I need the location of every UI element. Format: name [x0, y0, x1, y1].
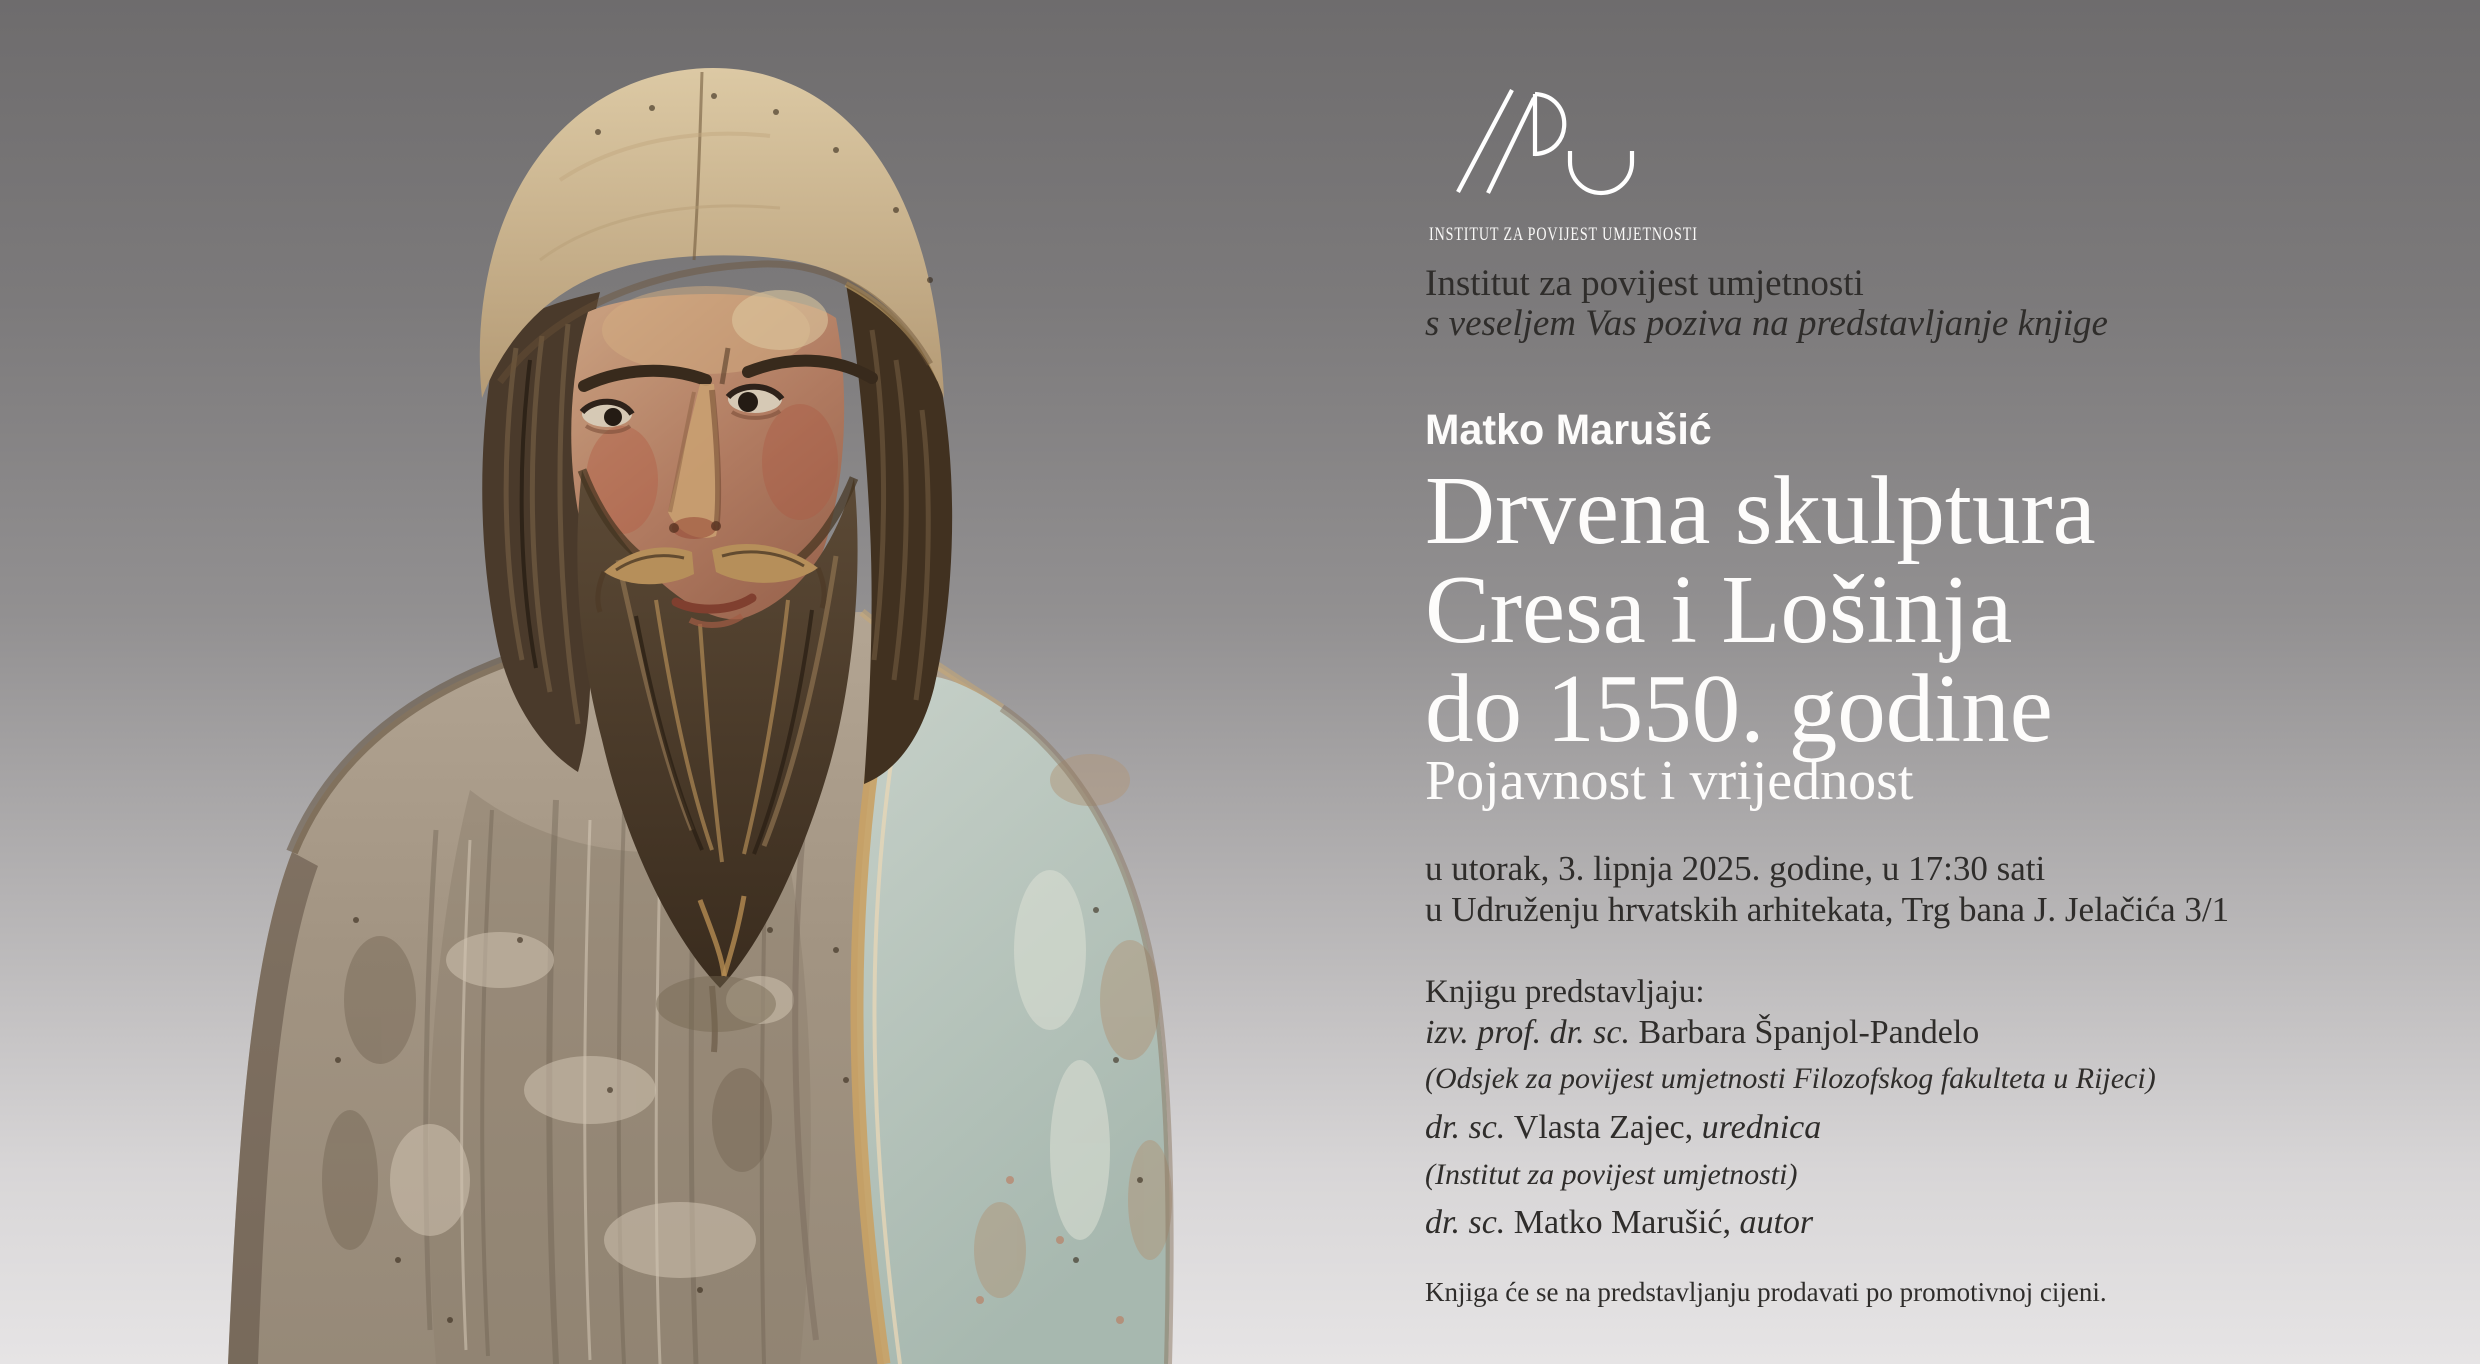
footnote: Knjiga će se na predstavljanju prodavati po promotivnoj cijeni.: [1425, 1277, 2107, 1307]
ipu-logo-icon: [1450, 88, 1650, 198]
presenter-title-prefix: dr. sc.: [1425, 1204, 1514, 1241]
presenter-title-prefix: dr. sc.: [1425, 1109, 1514, 1146]
book-subtitle: Pojavnost i vrijednost: [1425, 750, 1914, 812]
book-title-line-1: Drvena skulptura: [1425, 457, 2096, 564]
logo-caption: INSTITUT ZA POVIJEST UMJETNOSTI: [1429, 224, 1698, 245]
event-venue: u Udruženju hrvatskih arhitekata, Trg bana J. Jelačića 3/1: [1425, 890, 2230, 929]
presenter-row: [1425, 1202, 1813, 1244]
invite-line: s veseljem Vas poziva na predstavljanje knjige: [1425, 303, 2108, 344]
book-author: Matko Marušić: [1425, 406, 1712, 454]
presenter-role: urednica: [1701, 1109, 1822, 1146]
org-line: Institut za povijest umjetnosti: [1425, 263, 1864, 304]
presenter-row: [1425, 1107, 1821, 1149]
event-datetime: u utorak, 3. lipnja 2025. godine, u 17:30 sati: [1425, 849, 2046, 888]
presenter-row: [1425, 1012, 1979, 1054]
presenter-name: Vlasta Zajec,: [1513, 1109, 1702, 1146]
book-title-line-3: do 1550. godine: [1425, 655, 2053, 762]
book-title-line-2: Cresa i Lošinja: [1425, 556, 2013, 663]
presenter-name: Matko Marušić,: [1513, 1204, 1740, 1241]
presenter-affiliation: (Institut za povijest umjetnosti): [1425, 1158, 1798, 1191]
book-title: [1425, 457, 2096, 762]
presenters-heading: Knjigu predstavljaju:: [1425, 974, 1705, 1010]
presenter-role: autor: [1739, 1204, 1814, 1241]
presenter-name: Barbara Španjol-Pandelo: [1638, 1014, 1980, 1051]
presenter-title-prefix: izv. prof. dr. sc.: [1425, 1014, 1639, 1051]
presenter-affiliation: (Odsjek za povijest umjetnosti Filozofskog fakulteta u Rijeci): [1425, 1062, 2156, 1095]
